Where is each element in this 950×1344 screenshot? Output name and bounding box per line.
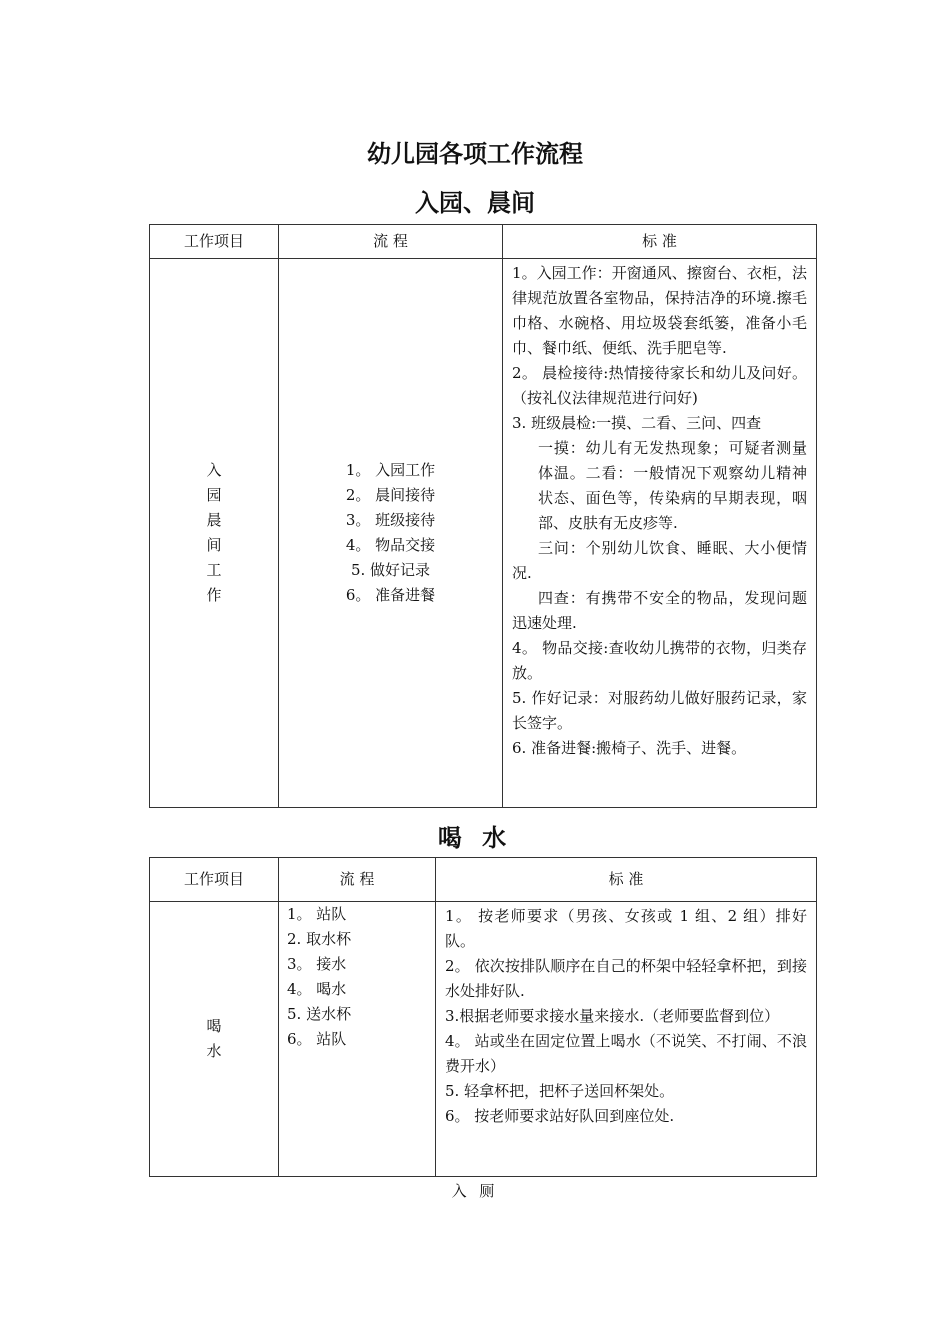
item-char: 工 [206, 561, 222, 579]
flow-step: 6。 准备进餐 [345, 586, 436, 604]
header-flow: 流 程 [279, 225, 503, 259]
flow-step: 4。 物品交接 [345, 536, 436, 554]
standard-item: 4。 站或坐在固定位置上喝水（不说笑、不打闹、不浪费开水） [445, 1032, 807, 1075]
header-work-item: 工作项目 [150, 225, 279, 259]
standard-item: 3.根据老师要求接水量来接水.（老师要监督到位） [445, 1007, 780, 1025]
morning-work-table [149, 224, 817, 808]
section-title-drinking: 喝 水 [437, 823, 513, 852]
standard-item: 6. 准备进餐:搬椅子、洗手、进餐。 [512, 739, 747, 757]
flow-step: 5. 做好记录 [350, 561, 431, 579]
next-section-heading: 入 厕 [451, 1182, 499, 1200]
flow-step: 2。 晨间接待 [345, 486, 436, 504]
standard-item: 1。入园工作：开窗通风、擦窗台、衣柜，法律规范放置各室物品，保持洁净的环境.擦毛巾格、水碗格、用垃圾袋套纸篓，准备小毛巾、餐巾纸、便纸、洗手肥皂等. [512, 264, 807, 357]
table-row [150, 902, 817, 1177]
work-item-cell [150, 902, 279, 1177]
flow-step: 6。 站队 [287, 1030, 347, 1048]
document-title: 幼儿园各项工作流程 [367, 139, 583, 168]
standard-item: 2。 依次按排队顺序在自己的杯架中轻轻拿杯把，到接水处排好队. [445, 957, 807, 1000]
item-char: 作 [206, 586, 222, 604]
item-char: 喝 [206, 1017, 222, 1035]
flow-step: 1。 入园工作 [345, 461, 436, 479]
standard-item: 一摸：幼儿有无发热现象；可疑者测量体温。二看：一般情况下观察幼儿精神状态、面色等，传染病的早期表现，咽部、皮肤有无皮疹等. [538, 439, 807, 532]
standard-item: 1。 按老师要求（男孩、女孩或 1 组、2 组）排好队。 [445, 907, 807, 950]
item-char: 间 [206, 536, 222, 554]
standard-item: 4。 物品交接:查收幼儿携带的衣物，归类存放。 [512, 639, 807, 682]
flow-step: 5. 送水杯 [287, 1005, 352, 1023]
standard-item: 6。 按老师要求站好队回到座位处. [445, 1107, 675, 1125]
standard-item: 三问：个别幼儿饮食、睡眠、大小便情况. [512, 539, 807, 582]
table-header-row [150, 858, 817, 902]
item-char: 入 [206, 461, 222, 479]
work-item-cell [150, 259, 279, 808]
flow-cell [279, 902, 436, 1177]
standard-item: 2。 晨检接待:热情接待家长和幼儿及问好。（按礼仪法律规范进行问好) [512, 364, 807, 407]
standard-item: 5. 作好记录：对服药幼儿做好服药记录，家长签字。 [512, 689, 807, 732]
header-standard: 标 准 [503, 225, 817, 259]
table-header-row [150, 225, 817, 259]
item-char: 晨 [206, 511, 222, 529]
header-standard: 标 准 [436, 858, 817, 902]
standard-item: 3. 班级晨检:一摸、二看、三问、四查 [512, 414, 762, 432]
item-char: 水 [206, 1042, 222, 1060]
table-row [150, 259, 817, 808]
flow-step: 4。 喝水 [287, 980, 347, 998]
flow-step: 3。 接水 [287, 955, 347, 973]
section-title-morning: 入园、晨间 [415, 188, 535, 217]
item-char: 园 [206, 486, 222, 504]
flow-step: 2. 取水杯 [287, 930, 352, 948]
standard-cell [503, 259, 817, 808]
flow-step: 3。 班级接待 [345, 511, 436, 529]
header-flow: 流 程 [279, 858, 436, 902]
standard-item: 5. 轻拿杯把，把杯子送回杯架处。 [445, 1082, 675, 1100]
flow-cell [279, 259, 503, 808]
flow-step: 1。 站队 [287, 905, 347, 923]
drinking-water-table [149, 857, 817, 1177]
header-work-item: 工作项目 [150, 858, 279, 902]
standard-item: 四查：有携带不安全的物品，发现问题迅速处理. [512, 589, 807, 632]
standard-cell [436, 902, 817, 1177]
